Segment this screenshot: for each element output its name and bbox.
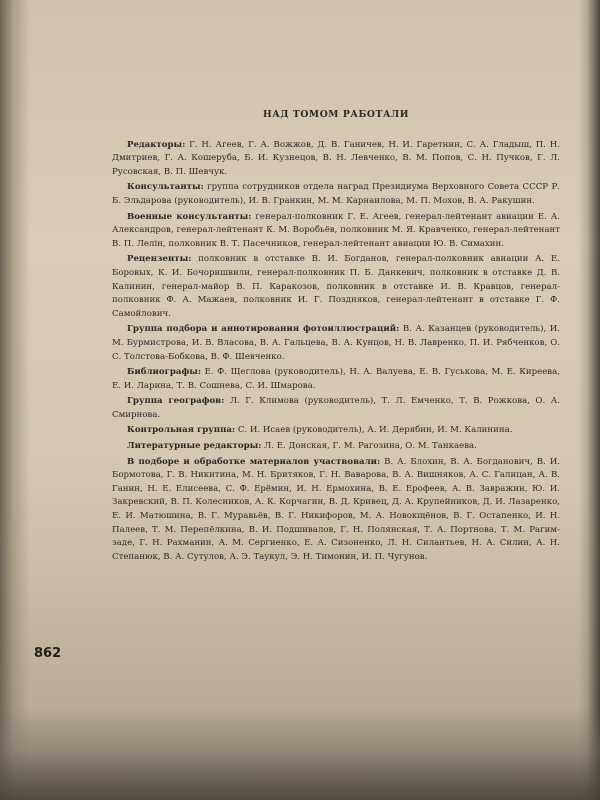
section-text: полковник в отставке В. И. Богданов, генерал-полковник авиации А. Е. Боровых, К. И. Бочоришвили, генерал-полковник П. Б. Данкевич, полковник в отставке Д. В. Калинин, генерал-майор В. П. Каракозов, полковник в отставке И. В. Кравцов, генерал-полковник Ф. А. Мажаев, полковник И. Г. Поздняков, генерал-лейтенант в отставке Г. Ф. Самойлович.: [112, 254, 560, 319]
section-text: Л. Г. Климова (руководитель), Т. Л. Емченко, Т. В. Рожкова, О. А. Смирнова.: [112, 396, 560, 420]
section-control-group: [112, 424, 560, 438]
section-consultants: [112, 181, 560, 208]
section-military-consultants: [112, 211, 560, 252]
spine-shadow: [0, 0, 30, 800]
section-label: Группа подбора и аннотирования фотоиллюстраций:: [127, 324, 400, 335]
section-text: Л. Е. Донская, Г. М. Рагозина, О. М. Танкаева.: [261, 441, 477, 452]
section-label: Консультанты:: [127, 182, 204, 193]
section-literary-editors: [112, 440, 560, 454]
section-text: группа сотрудников отдела наград Президиума Верховного Совета СССР Р. Б. Эльдарова (руководитель), И. В. Гранкин, М. М. Карнаилова, М. П. Мохов, В. А. Ракушин.: [112, 182, 560, 206]
page-number: 862: [34, 646, 62, 661]
section-text: генерал-полковник Г. Е. Агеев, генерал-лейтенант авиации Е. А. Александров, генерал-лейтенант К. М. Воробьёв, полковник М. Я. Кравченко, генерал-лейтенант В. П. Лелін, полковник В. Т. Пасечников, генерал-лейтенант авиации Ю. В. Симахин.: [112, 211, 560, 249]
section-text: Е. Ф. Щеглова (руководитель), Н. А. Валуева, Е. В. Гуськова, М. Е. Киреева, Е. И. Ларина, Т. В. Сошнева, С. И. Шмарова.: [112, 367, 560, 391]
section-bibliographers: [112, 366, 560, 393]
section-label: Группа географов:: [127, 396, 225, 407]
credits-block: [112, 108, 560, 566]
section-label: Военные консультанты:: [127, 211, 252, 222]
bottom-shade: [0, 710, 600, 800]
page-edge-shadow: [578, 0, 600, 800]
section-geographers: [112, 395, 560, 422]
section-reviewers: [112, 253, 560, 321]
section-label: Литературные редакторы:: [127, 441, 262, 452]
section-contributors: [112, 456, 560, 565]
section-label: Редакторы:: [127, 139, 186, 150]
section-label: Контрольная группа:: [127, 425, 236, 436]
section-text: Г. Н. Агеев, Г. А. Вожжов, Д. В. Ганичев, Н. И. Гаретнин, С. А. Гладыш, П. Н. Дмитриев, Г. А. Кошеруба, Б. И. Кузнецов, В. Н. Левченко, В. М. Попов, С. Н. Пучков, Г. Л. Русовская, В. П. Шевчук.: [112, 139, 560, 177]
section-label: Библиографы:: [127, 367, 201, 378]
section-label: В подборе и обработке материалов участвовали:: [127, 456, 381, 467]
page-title: НАД ТОМОМ РАБОТАЛИ: [262, 109, 410, 120]
section-text: С. И. Исаев (руководитель), А. И. Дерябин, И. М. Калинина.: [235, 425, 513, 436]
section-text: В. А. Блохин, В. А. Богданович, В. И. Бормотова, Г. В. Никитина, М. Н. Бритяков, Г. Н. Ваварова, В. А. Вишняков, А. С. Галицан, А. В. Ганин, Н. Е. Елисеева, С. Ф. Ерёмин, И. Н. Ермохина, В. Е. Ерофеев, А. В. Завражин, Ю. И. Закревский, В. П. Колесников, А. К. Корчагин, В. Д. Кривец, Д. А. Крупейников, Д. И. Лазаренко, Е. И. Матюшина, В. Г. Муравьёв, В. Г. Никифоров, М. А. Новокщёнов, В. Г. Остапенко, И. Н. Палеев, Т. М. Перепёлкина, В. И. Подшивалов, Г. Н. Полянская, Т. А. Портнова, Т. М. Рагим-заде, Г. Н. Рахманин, А. М. Сергиенко, Е. А. Сизоненко, Л. Н. Силантьев, Н. А. Силин, А. Н. Степанюк, В. А. Сутулов, А. Э. Таукул, Э. Н. Тимонин, И. П. Чугунов.: [112, 456, 560, 562]
section-photo-group: [112, 323, 560, 364]
section-label: Рецензенты:: [127, 254, 192, 265]
section-text: В. А. Казанцев (руководитель), И. М. Бурмистрова, И. В. Власова, В. А. Гальцева, В. А. Кунцов, Н. В. Лавренко, П. И. Рябченков, О. С. Толстова-Бобкова, В. Ф. Шевченко.: [112, 324, 560, 362]
section-editors: [112, 139, 560, 180]
